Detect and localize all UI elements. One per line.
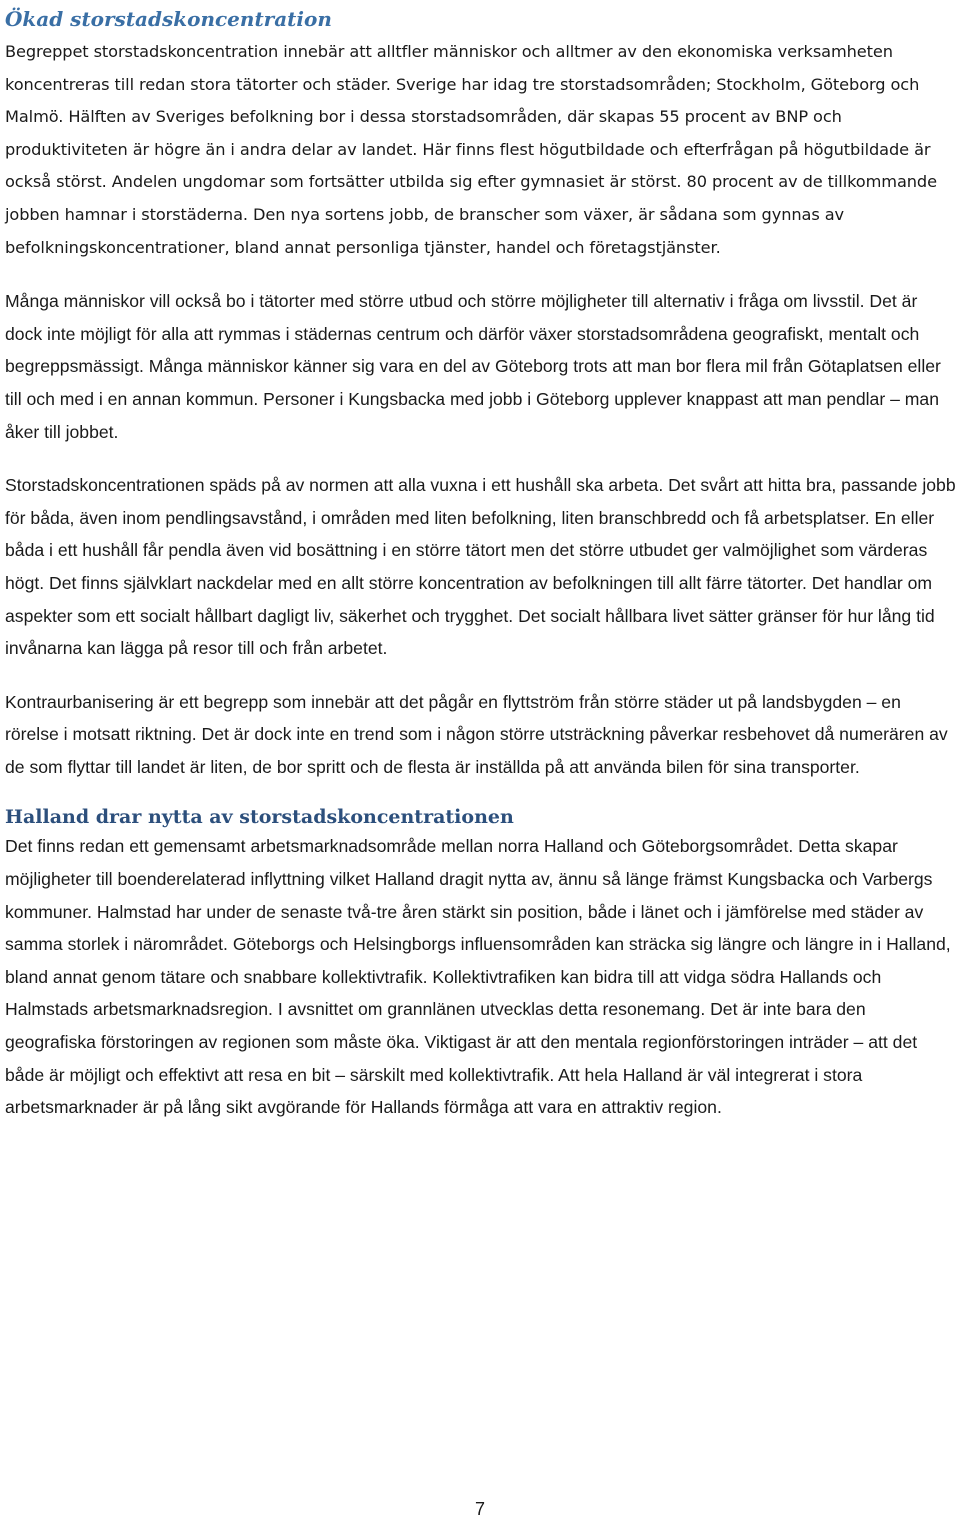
paragraph: Begreppet storstadskoncentration innebär att alltfler människor och alltmer av den ekonomiska verksamheten koncentreras till redan stora tätorter och städer. Sverige har idag tre storstadsområden; Stockholm, Göteborg och Malmö. Hälften av Sveriges befolkning bor i dessa storstadsområden, där skapas 55 procent av BNP och produktiviteten är högre än i andra delar av landet. Här finns flest högutbildade och efterfrågan på högutbildade är också störst. Andelen ungdomar som fortsätter utbilda sig efter gymnasiet är störst. 80 procent av de tillkommande jobben hamnar i storstäderna. Den nya sortens jobb, de branscher som växer, är sådana som gynnas av befolkningskoncentrationer, bland annat personliga tjänster, handel och företagstjänster. <box>5 42 937 257</box>
paragraph: Storstadskoncentrationen späds på av normen att alla vuxna i ett hushåll ska arbeta. Det svårt att hitta bra, passande jobb för båda, även inom pendlingsavstånd, i områden med liten befolkning, liten branschbredd och få arbetsplatser. En eller båda i ett hushåll får pendla även vid bosättning i en större tätort men det större utbudet ger valmöjlighet som värderas högt. Det finns självklart nackdelar med en allt större koncentration av befolkningen till allt färre tätorter. Det handlar om aspekter som ett socialt hållbart dagligt liv, säkerhet och trygghet. Det socialt hållbara livet sätter gränser för hur lång tid invånarna kan lägga på resor till och från arbetet. <box>5 475 956 659</box>
section-heading-halland: Halland drar nytta av storstadskoncentrationen <box>5 806 514 829</box>
paragraph: Många människor vill också bo i tätorter med större utbud och större möjligheter till alternativ i fråga om livsstil. Det är dock inte möjligt för alla att rymmas i städernas centrum och därför växer storstadsområdena geografiskt, mentalt och begreppsmässigt. Många människor känner sig vara en del av Göteborg trots att man bor flera mil från Götaplatsen eller till och med i en annan kommun. Personer i Kungsbacka med jobb i Göteborg upplever knappast att man pendlar – man åker till jobbet. <box>5 291 941 442</box>
paragraph: Kontraurbanisering är ett begrepp som innebär att det pågår en flyttström från större städer ut på landsbygden – en rörelse i motsatt riktning. Det är dock inte en trend som i någon större utsträckning påverkar resbehovet då numerären av de som flyttar till landet är liten, de bor spritt och de flesta är inställda på att använda bilen för sina transporter. <box>5 691 948 777</box>
paragraph: Det finns redan ett gemensamt arbetsmarknadsområde mellan norra Halland och Göteborgsområdet. Detta skapar möjligheter till boenderelaterad inflyttning vilket Halland dragit nytta av, ännu så länge främst Kungsbacka och Varbergs kommuner. Halmstad har under de senaste två-tre åren stärkt sin position, både i länet och i jämförelse med städer av samma storlek i närområdet. Göteborgs och Helsingborgs influensområden kan sträcka sig längre och längre in i Halland, bland annat genom tätare och snabbare kollektivtrafik. Kollektivtrafiken kan bidra till att vidga södra Hallands och Halmstads arbetsmarknadsregion. I avsnittet om grannlänen utvecklas detta resonemang. Det är inte bara den geografiska förstoringen av regionen som måste öka. Viktigast är att den mentala regionförstoringen inträder – att det både är möjligt och effektivt att resa en bit – särskilt med kollektivtrafik. Att hela Halland är väl integrerat i stora arbetsmarknader är på lång sikt avgörande för Hallands förmåga att vara en attraktiv region. <box>5 836 951 1118</box>
document-page <box>5 0 958 1145</box>
page-number: 7 <box>474 1499 485 1519</box>
section-heading-storstadskoncentration: Ökad storstadskoncentration <box>5 7 332 31</box>
